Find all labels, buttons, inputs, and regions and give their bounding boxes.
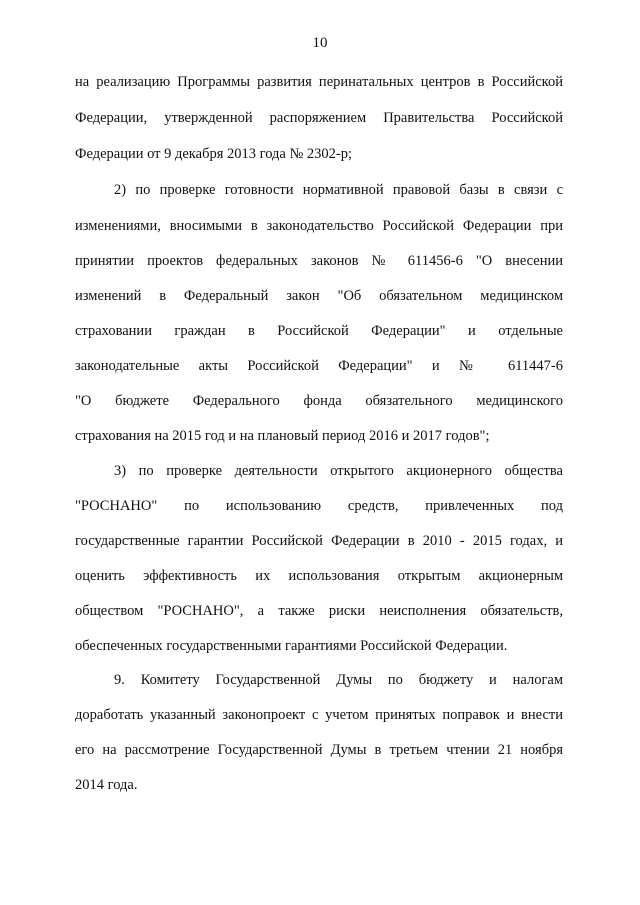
text-line: государственные гарантии Российской Федерации в 2010 - 2015 годах, и [75, 533, 563, 549]
text-line: 3) по проверке деятельности открытого акционерного общества [114, 463, 563, 479]
text-line: доработать указанный законопроект с учетом принятых поправок и внести [75, 707, 563, 723]
text-line: на реализацию Программы развития перинатальных центров в Российской [75, 74, 563, 90]
text-line: обществом "РОСНАНО", а также риски неисполнения обязательств, [75, 603, 563, 619]
text-line: "О бюджете Федерального фонда обязательного медицинского [75, 393, 563, 409]
text-line: 2014 года. [75, 777, 138, 793]
text-line: оценить эффективность их использования открытым акционерным [75, 568, 563, 584]
text-line: Федерации от 9 декабря 2013 года № 2302-р; [75, 146, 353, 162]
text-line: его на рассмотрение Государственной Думы в третьем чтении 21 ноября [75, 742, 563, 758]
text-line: принятии проектов федеральных законов № 611456-6 "О внесении [75, 253, 563, 269]
text-line: "РОСНАНО" по использованию средств, привлеченных под [75, 498, 563, 514]
page-number: 10 [312, 35, 328, 51]
text-line: изменениями, вносимыми в законодательство Российской Федерации при [75, 218, 563, 234]
text-line: обеспеченных государственными гарантиями Российской Федерации. [75, 638, 508, 654]
text-line: страховании граждан в Российской Федерации" и отдельные [75, 323, 563, 339]
text-line: 9. Комитету Государственной Думы по бюджету и налогам [114, 672, 563, 688]
text-line: Федерации, утвержденной распоряжением Правительства Российской [75, 110, 563, 126]
text-line: изменений в Федеральный закон "Об обязательном медицинском [75, 288, 563, 304]
text-line: 2) по проверке готовности нормативной правовой базы в связи с [114, 182, 563, 198]
text-line: страхования на 2015 год и на плановый период 2016 и 2017 годов"; [75, 428, 490, 444]
text-line: законодательные акты Российской Федерации" и № 611447-6 [75, 358, 563, 374]
